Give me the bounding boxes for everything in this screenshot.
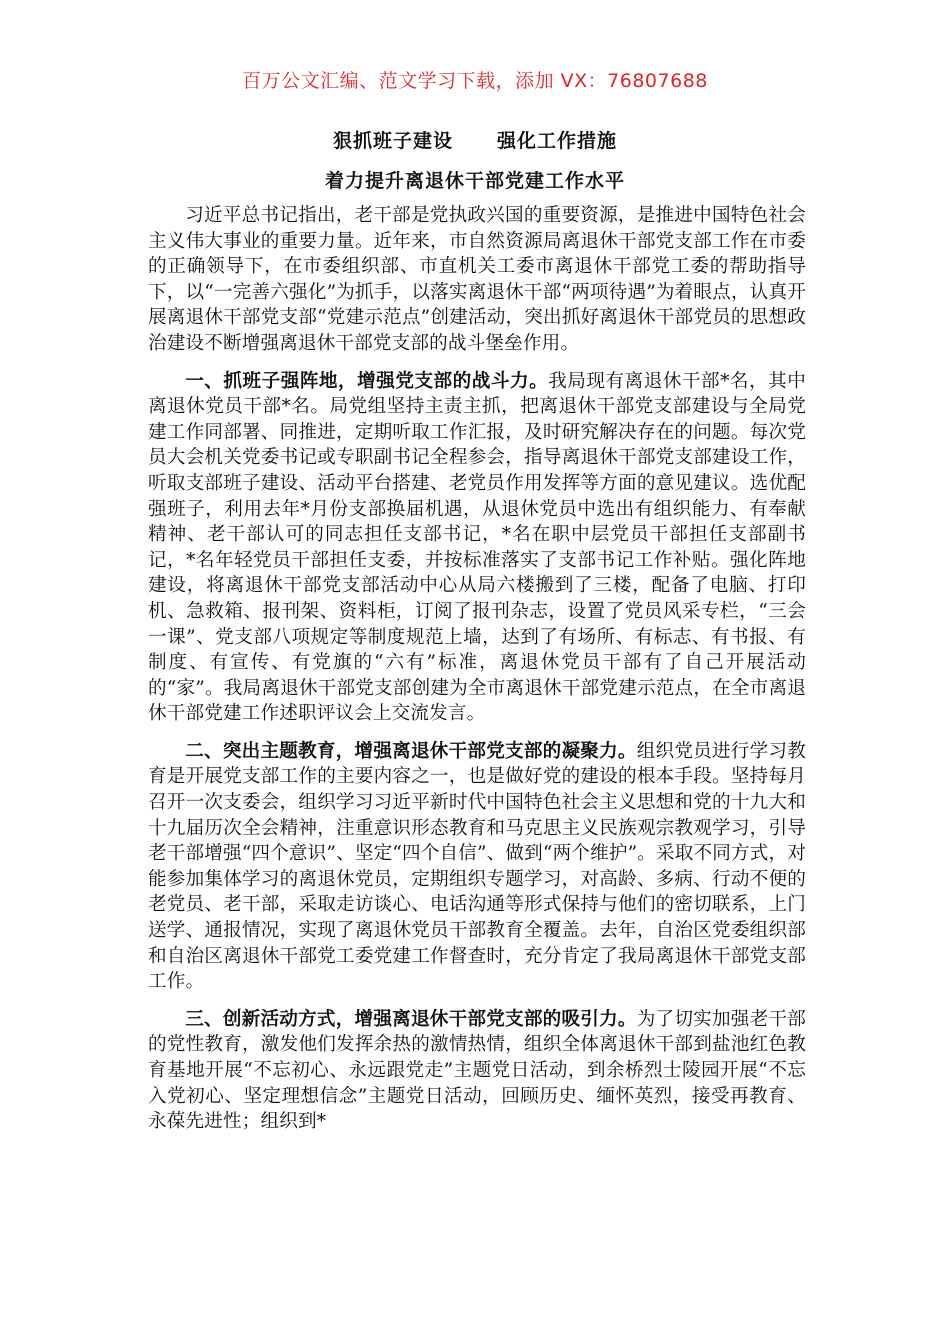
document-title-line-1 — [0, 126, 950, 153]
paragraph-text: 我局现有离退休干部*名，其中离退休党员干部*名。局党组坚持主责主抓，把离退休干部党支部建设与全局党建工作同部署、同推进，定期听取工作汇报，及时研究解决存在的问题。每次党员大会机关党委书记或专职副书记全程参会，指导离退休干部党支部建设工作，听取支部班子建设、活动平台搭建、老党员作用发挥等方面的意见建议。选优配强班子，利用去年*月份支部换届机遇，从退休党员中选出有组织能力、有奉献精神、老干部认可的同志担任支部书记，*名在职中层党员干部担任支部副书记，*名年轻党员干部担任支委，并按标准落实了支部书记工作补贴。强化阵地建设，将离退休干部党支部活动中心从局六楼搬到了三楼，配备了电脑、打印机、急救箱、报刊架、资料柜，订阅了报刊杂志，设置了党员风采专栏，“三会一课”、党支部八项规定等制度规范上墙，达到了有场所、有标志、有书报、有制度、有宣传、有党旗的“六有”标准，离退休党员干部有了自己开展活动的“家”。我局离退休干部党支部创建为全市离退休干部党建示范点，在全市离退休干部党建工作述职评议会上交流发言。 — [148, 370, 806, 725]
title-part-2: 强化工作措施 — [497, 130, 618, 152]
paragraph-text: 习近平总书记指出，老干部是党执政兴国的重要资源，是推进中国特色社会主义伟大事业的重要力量。近年来，市自然资源局离退休干部党支部工作在市委的正确领导下，在市委组织部、市直机关工委市离退休干部党工委的帮助指导下，以“一完善六强化”为抓手，以落实离退休干部“两项待遇”为着眼点，认真开展离退休干部党支部“党建示范点”创建活动，突出抓好离退休干部党员的思想政治建设不断增强离退休干部党支部的战斗堡垒作用。 — [148, 205, 806, 354]
paragraph-section-2 — [148, 739, 806, 995]
watermark-banner: 百万公文汇编、范文学习下载，添加 VX：76807688 — [242, 70, 708, 92]
paragraph-section-3 — [148, 1007, 806, 1135]
paragraph-intro — [148, 203, 806, 357]
title-part-1: 狠抓班子建设 — [332, 130, 453, 152]
section-heading: 一、抓班子强阵地，增强党支部的战斗力。 — [185, 370, 549, 392]
paragraph-section-1 — [148, 369, 806, 727]
paragraph-text: 组织党员进行学习教育是开展党支部工作的主要内容之一，也是做好党的建设的根本手段。坚持每月召开一次支委会，组织学习习近平新时代中国特色社会主义思想和党的十九大和十九届历次全会精神，注重意识形态教育和马克思主义民族观宗教观学习，引导老干部增强“四个意识”、坚定“四个自信”、做到“两个维护”。采取不同方式，对能参加集体学习的离退休党员，定期组织专题学习，对高龄、多病、行动不便的老党员、老干部，采取走访谈心、电话沟通等形式保持与他们的密切联系，上门送学、通报情况，实现了离退休党员干部教育全覆盖。去年，自治区党委组织部和自治区离退休干部党工委党建工作督查时，充分肯定了我局离退休干部党支部工作。 — [148, 740, 806, 993]
paragraph-text: 为了切实加强老干部的党性教育，激发他们发挥余热的激情热情，组织全体离退休干部到盐池红色教育基地开展“不忘初心、永远跟党走”主题党日活动，到余桥烈士陵园开展“不忘入党初心、坚定理想信念”主题党日活动，回顾历史、缅怀英烈，接受再教育、永葆先进性；组织到* — [148, 1008, 806, 1133]
section-heading: 二、突出主题教育，增强离退休干部党支部的凝聚力。 — [185, 740, 637, 762]
section-heading: 三、创新活动方式，增强离退休干部党支部的吸引力。 — [185, 1008, 637, 1030]
document-title-line-2: 着力提升离退休干部党建工作水平 — [324, 170, 625, 192]
document-body — [148, 203, 806, 1147]
